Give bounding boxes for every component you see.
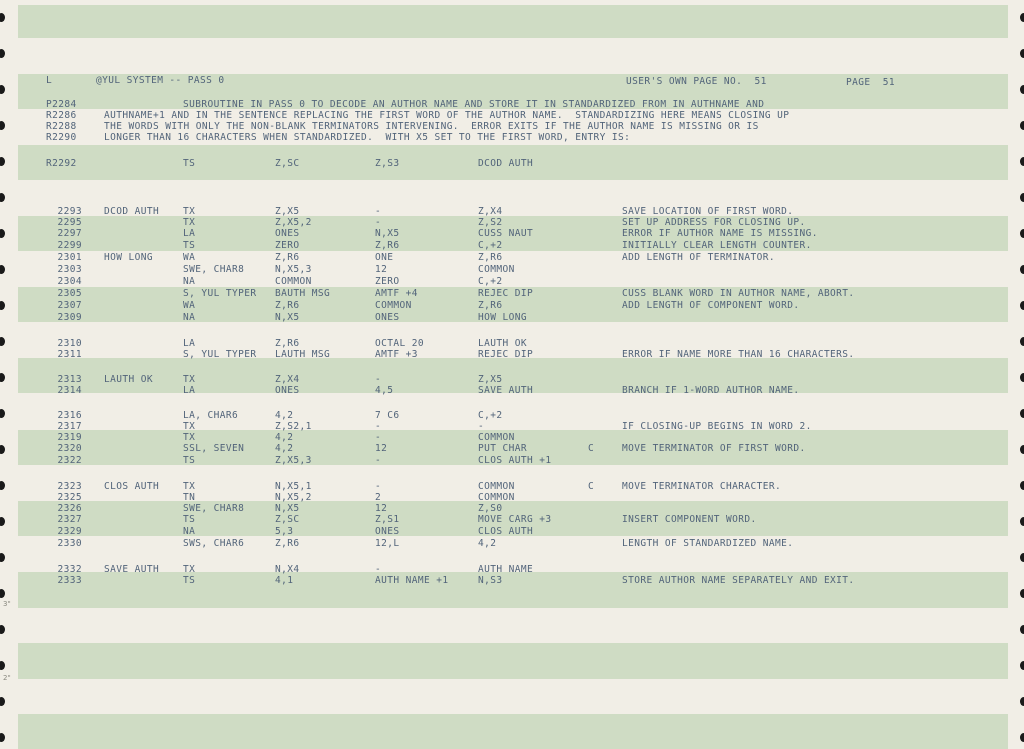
line-comment: ADD LENGTH OF COMPONENT WORD. <box>622 300 800 311</box>
line-comment: IF CLOSING-UP BEGINS IN WORD 2. <box>622 421 812 432</box>
line-comment: STORE AUTHOR NAME SEPARATELY AND EXIT. <box>622 575 855 586</box>
line-comment: MOVE TERMINATOR OF FIRST WORD. <box>622 443 806 454</box>
line-operand-3: C,+2 <box>478 240 503 251</box>
line-seq: 2301 <box>57 252 82 263</box>
line-operand-1: LAUTH MSG <box>275 349 331 360</box>
line-seq: 2314 <box>57 385 82 396</box>
line-op: TX <box>183 481 196 492</box>
margin-mark: 2" <box>3 674 11 682</box>
feed-hole <box>1020 517 1024 526</box>
line-operand-1: Z,SC <box>275 514 300 525</box>
line-operand-2: ONES <box>375 526 400 537</box>
line-comment: ERROR IF AUTHOR NAME IS MISSING. <box>622 228 818 239</box>
line-operand-2: 7 C6 <box>375 410 400 421</box>
entry-a1: Z,SC <box>275 158 300 169</box>
feed-hole <box>0 409 5 418</box>
line-mark: C <box>588 443 595 454</box>
header-user-page: USER'S OWN PAGE NO. 51 <box>626 76 767 87</box>
line-op: TX <box>183 206 196 217</box>
line-operand-1: Z,R6 <box>275 252 300 263</box>
line-operand-1: N,X5,2 <box>275 492 312 503</box>
line-op: TX <box>183 432 196 443</box>
line-seq: 2332 <box>57 564 82 575</box>
line-comment: LENGTH OF STANDARDIZED NAME. <box>622 538 794 549</box>
green-bar <box>18 5 1008 38</box>
line-op: SWE, CHAR8 <box>183 503 245 514</box>
line-operand-3: Z,S2 <box>478 217 503 228</box>
feed-hole <box>1020 301 1024 310</box>
line-seq: 2293 <box>57 206 82 217</box>
header-system: @YUL SYSTEM -- PASS 0 <box>96 75 225 86</box>
line-label: SAVE AUTH <box>104 564 160 575</box>
line-operand-1: N,X5,1 <box>275 481 312 492</box>
line-seq: 2322 <box>57 455 82 466</box>
line-operand-2: Z,R6 <box>375 240 400 251</box>
line-op: WA <box>183 252 196 263</box>
line-seq: 2311 <box>57 349 82 360</box>
line-comment: CUSS BLANK WORD IN AUTHOR NAME, ABORT. <box>622 288 855 299</box>
feed-hole <box>1020 409 1024 418</box>
line-operand-3: C,+2 <box>478 410 503 421</box>
line-operand-2: 2 <box>375 492 382 503</box>
line-operand-3: COMMON <box>478 432 515 443</box>
feed-hole <box>0 229 5 238</box>
line-operand-1: Z,R6 <box>275 538 300 549</box>
line-operand-3: Z,X5 <box>478 374 503 385</box>
line-seq: 2323 <box>57 481 82 492</box>
line-operand-3: AUTH NAME <box>478 564 534 575</box>
line-op: TN <box>183 492 196 503</box>
line-comment: ERROR IF NAME MORE THAN 16 CHARACTERS. <box>622 349 855 360</box>
line-seq: 2325 <box>57 492 82 503</box>
line-operand-1: ONES <box>275 385 300 396</box>
header-left-code: L <box>46 75 53 86</box>
feed-hole <box>0 13 5 22</box>
line-operand-2: OCTAL 20 <box>375 338 424 349</box>
line-op: TX <box>183 217 196 228</box>
line-operand-1: Z,R6 <box>275 338 300 349</box>
line-op: TS <box>183 455 196 466</box>
line-operand-3: CUSS NAUT <box>478 228 534 239</box>
prose-seq: R2290 <box>46 132 77 143</box>
line-op: LA, CHAR6 <box>183 410 239 421</box>
feed-hole <box>1020 265 1024 274</box>
line-seq: 2317 <box>57 421 82 432</box>
line-operand-1: ONES <box>275 228 300 239</box>
line-op: S, YUL TYPER <box>183 349 257 360</box>
line-operand-2: ZERO <box>375 276 400 287</box>
line-operand-3: MOVE CARG +3 <box>478 514 552 525</box>
feed-hole <box>0 733 5 742</box>
line-operand-1: N,X5 <box>275 312 300 323</box>
line-operand-2: ONE <box>375 252 394 263</box>
line-operand-2: 12 <box>375 264 388 275</box>
line-op: TS <box>183 514 196 525</box>
prose-seq: R2286 <box>46 110 77 121</box>
entry-a2: Z,S3 <box>375 158 400 169</box>
line-op: LA <box>183 385 196 396</box>
line-operand-2: AMTF +3 <box>375 349 418 360</box>
line-operand-3: Z,X4 <box>478 206 503 217</box>
line-op: NA <box>183 276 196 287</box>
line-operand-1: 4,2 <box>275 443 294 454</box>
line-label: CLOS AUTH <box>104 481 160 492</box>
line-op: LA <box>183 228 196 239</box>
line-operand-1: Z,X4 <box>275 374 300 385</box>
green-bar <box>18 643 1008 679</box>
line-operand-2: 12,L <box>375 538 400 549</box>
green-bar <box>18 714 1008 749</box>
entry-seq: R2292 <box>46 158 77 169</box>
line-label: HOW LONG <box>104 252 153 263</box>
line-operand-1: Z,S2,1 <box>275 421 312 432</box>
line-operand-2: - <box>375 217 382 228</box>
line-seq: 2299 <box>57 240 82 251</box>
line-operand-1: N,X5 <box>275 503 300 514</box>
feed-hole <box>1020 589 1024 598</box>
line-operand-2: ONES <box>375 312 400 323</box>
line-operand-1: Z,R6 <box>275 300 300 311</box>
feed-hole <box>0 301 5 310</box>
line-operand-1: Z,X5,2 <box>275 217 312 228</box>
line-operand-2: AUTH NAME +1 <box>375 575 449 586</box>
line-operand-3: HOW LONG <box>478 312 527 323</box>
line-operand-1: ZERO <box>275 240 300 251</box>
line-seq: 2319 <box>57 432 82 443</box>
line-seq: 2310 <box>57 338 82 349</box>
line-operand-2: - <box>375 455 382 466</box>
line-op: TS <box>183 240 196 251</box>
line-operand-3: COMMON <box>478 264 515 275</box>
line-operand-1: 5,3 <box>275 526 294 537</box>
line-operand-2: Z,S1 <box>375 514 400 525</box>
line-seq: 2309 <box>57 312 82 323</box>
line-operand-2: - <box>375 564 382 575</box>
line-seq: 2307 <box>57 300 82 311</box>
line-operand-2: N,X5 <box>375 228 400 239</box>
line-seq: 2304 <box>57 276 82 287</box>
feed-hole <box>0 625 5 634</box>
feed-hole <box>1020 85 1024 94</box>
line-seq: 2316 <box>57 410 82 421</box>
feed-hole <box>1020 445 1024 454</box>
feed-hole <box>1020 13 1024 22</box>
feed-hole <box>1020 121 1024 130</box>
line-seq: 2297 <box>57 228 82 239</box>
feed-hole <box>0 49 5 58</box>
line-operand-3: - <box>478 421 485 432</box>
feed-hole <box>0 517 5 526</box>
line-op: SWS, CHAR6 <box>183 538 245 549</box>
line-operand-3: LAUTH OK <box>478 338 527 349</box>
line-op: NA <box>183 312 196 323</box>
prose-seq: P2284 <box>46 99 77 110</box>
line-operand-3: Z,S0 <box>478 503 503 514</box>
feed-hole <box>1020 373 1024 382</box>
feed-hole <box>1020 337 1024 346</box>
line-op: TS <box>183 575 196 586</box>
feed-hole <box>0 553 5 562</box>
line-operand-3: C,+2 <box>478 276 503 287</box>
line-op: TX <box>183 564 196 575</box>
line-comment: INITIALLY CLEAR LENGTH COUNTER. <box>622 240 812 251</box>
line-comment: SAVE LOCATION OF FIRST WORD. <box>622 206 794 217</box>
line-operand-1: Z,X5,3 <box>275 455 312 466</box>
line-seq: 2327 <box>57 514 82 525</box>
line-operand-2: AMTF +4 <box>375 288 418 299</box>
line-operand-1: N,X5,3 <box>275 264 312 275</box>
feed-hole <box>0 373 5 382</box>
line-comment: INSERT COMPONENT WORD. <box>622 514 757 525</box>
feed-hole <box>1020 697 1024 706</box>
prose-text: SUBROUTINE IN PASS 0 TO DECODE AN AUTHOR NAME AND STORE IT IN STANDARDIZED FROM IN AUTHNAME AND <box>183 99 765 110</box>
line-op: LA <box>183 338 196 349</box>
line-seq: 2330 <box>57 538 82 549</box>
feed-hole <box>0 337 5 346</box>
line-operand-3: CLOS AUTH +1 <box>478 455 552 466</box>
line-op: TX <box>183 374 196 385</box>
line-seq: 2326 <box>57 503 82 514</box>
feed-hole <box>0 661 5 670</box>
feed-hole <box>1020 157 1024 166</box>
line-comment: ADD LENGTH OF TERMINATOR. <box>622 252 775 263</box>
line-comment: SET UP ADDRESS FOR CLOSING UP. <box>622 217 806 228</box>
line-operand-1: N,X4 <box>275 564 300 575</box>
feed-hole <box>0 445 5 454</box>
line-operand-3: Z,R6 <box>478 252 503 263</box>
line-seq: 2305 <box>57 288 82 299</box>
line-operand-2: - <box>375 432 382 443</box>
line-operand-2: 4,5 <box>375 385 394 396</box>
line-operand-1: 4,1 <box>275 575 294 586</box>
green-bar <box>18 572 1008 608</box>
line-op: SSL, SEVEN <box>183 443 245 454</box>
line-seq: 2329 <box>57 526 82 537</box>
line-op: SWE, CHAR8 <box>183 264 245 275</box>
line-operand-3: CLOS AUTH <box>478 526 534 537</box>
feed-hole <box>0 481 5 490</box>
prose-seq: R2288 <box>46 121 77 132</box>
feed-hole <box>0 121 5 130</box>
feed-hole <box>1020 229 1024 238</box>
line-label: LAUTH OK <box>104 374 153 385</box>
feed-hole <box>1020 553 1024 562</box>
feed-hole <box>1020 49 1024 58</box>
line-seq: 2313 <box>57 374 82 385</box>
line-operand-3: COMMON <box>478 481 515 492</box>
header-page-number: PAGE 51 <box>846 77 895 88</box>
line-operand-2: 12 <box>375 443 388 454</box>
feed-hole <box>0 85 5 94</box>
line-seq: 2320 <box>57 443 82 454</box>
feed-hole <box>1020 733 1024 742</box>
line-operand-2: COMMON <box>375 300 412 311</box>
line-seq: 2295 <box>57 217 82 228</box>
line-operand-3: COMMON <box>478 492 515 503</box>
line-operand-3: PUT CHAR <box>478 443 527 454</box>
prose-text: THE WORDS WITH ONLY THE NON-BLANK TERMINATORS INTERVENING. ERROR EXITS IF THE AUTHOR NAME IS MISSING OR IS <box>104 121 759 132</box>
line-comment: BRANCH IF 1-WORD AUTHOR NAME. <box>622 385 800 396</box>
prose-text: AUTHNAME+1 AND IN THE SENTENCE REPLACING THE FIRST WORD OF THE AUTHOR NAME. STANDARDIZING HERE MEANS CLOSING UP <box>104 110 790 121</box>
line-mark: C <box>588 481 595 492</box>
feed-hole <box>0 697 5 706</box>
line-operand-3: SAVE AUTH <box>478 385 534 396</box>
line-operand-2: - <box>375 206 382 217</box>
feed-hole <box>1020 661 1024 670</box>
line-operand-2: 12 <box>375 503 388 514</box>
line-operand-2: - <box>375 481 382 492</box>
line-operand-1: Z,X5 <box>275 206 300 217</box>
line-seq: 2333 <box>57 575 82 586</box>
feed-hole <box>1020 625 1024 634</box>
line-op: S, YUL TYPER <box>183 288 257 299</box>
feed-hole <box>1020 481 1024 490</box>
entry-a3: DCOD AUTH <box>478 158 534 169</box>
feed-hole <box>0 157 5 166</box>
line-operand-3: REJEC DIP <box>478 288 534 299</box>
entry-op: TS <box>183 158 196 169</box>
line-label: DCOD AUTH <box>104 206 160 217</box>
line-operand-3: N,S3 <box>478 575 503 586</box>
line-operand-3: 4,2 <box>478 538 497 549</box>
margin-mark: 3" <box>3 600 11 608</box>
line-operand-3: Z,R6 <box>478 300 503 311</box>
line-op: WA <box>183 300 196 311</box>
line-operand-2: - <box>375 421 382 432</box>
feed-hole <box>0 265 5 274</box>
line-comment: MOVE TERMINATOR CHARACTER. <box>622 481 782 492</box>
line-operand-2: - <box>375 374 382 385</box>
line-operand-1: 4,2 <box>275 410 294 421</box>
line-operand-1: COMMON <box>275 276 312 287</box>
line-seq: 2303 <box>57 264 82 275</box>
line-operand-3: REJEC DIP <box>478 349 534 360</box>
line-operand-1: BAUTH MSG <box>275 288 331 299</box>
feed-hole <box>0 193 5 202</box>
feed-hole <box>1020 193 1024 202</box>
feed-hole <box>0 589 5 598</box>
line-op: TX <box>183 421 196 432</box>
line-op: NA <box>183 526 196 537</box>
prose-text: LONGER THAN 16 CHARACTERS WHEN STANDARDIZED. WITH X5 SET TO THE FIRST WORD, ENTRY IS: <box>104 132 631 143</box>
line-operand-1: 4,2 <box>275 432 294 443</box>
